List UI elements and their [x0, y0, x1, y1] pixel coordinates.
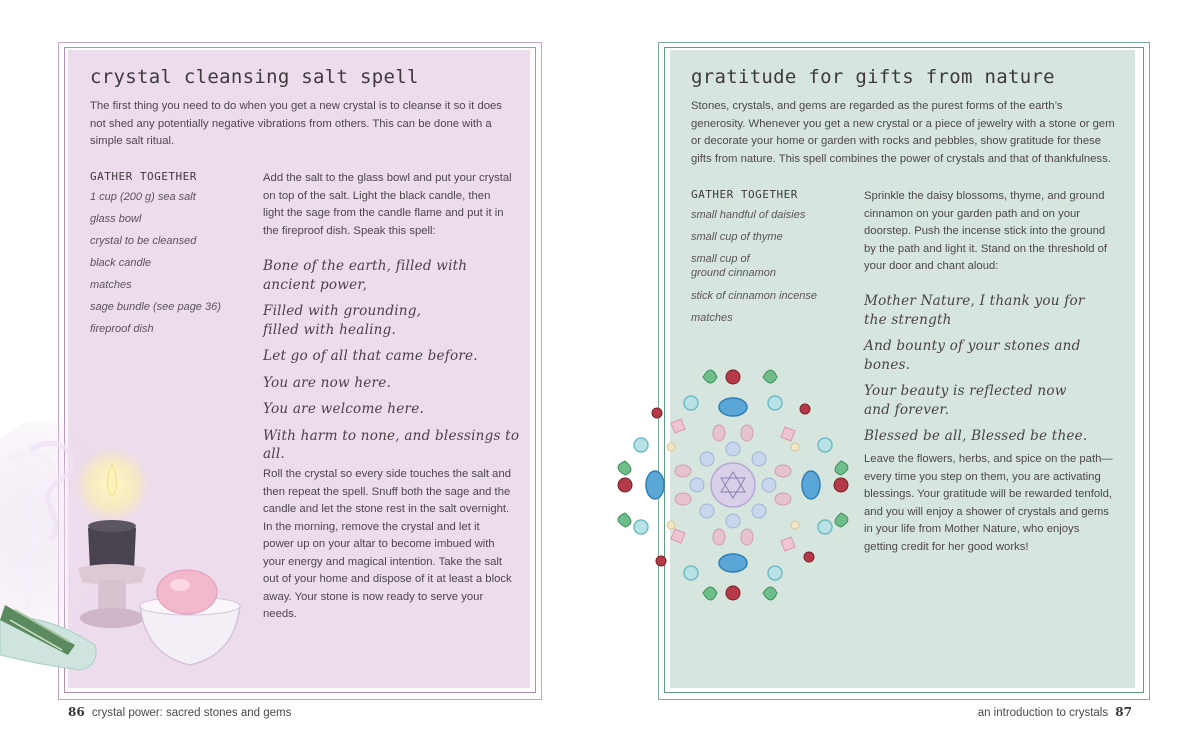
gather-item: small cup of ground cinnamon	[691, 253, 777, 279]
verse-line: Bone of the earth, filled with	[263, 258, 468, 274]
right-page	[600, 0, 1200, 741]
left-instructions-1: Add the salt to the glass bowl and put your crystal on top of the salt. Light the black candle, then light the sage from the candle flame and put it in the fireproof dish. Speak this spell:	[263, 172, 512, 237]
verse-line: Let go of all that came before.	[263, 348, 478, 364]
right-page-title: gratitude for gifts from nature	[691, 66, 1055, 88]
running-footer-text: an introduction to crystals	[977, 707, 1109, 719]
verse-line: With harm to none, and blessings to all.	[263, 427, 520, 462]
verse-line: and forever.	[864, 401, 950, 418]
verse-line: You are now here.	[263, 374, 391, 391]
verse-line: the strength	[864, 311, 952, 328]
candle-holder-icon	[80, 608, 144, 628]
verse-line: Filled with grounding,	[263, 303, 422, 319]
gather-item: black candle	[90, 257, 152, 269]
right-intro-text: Stones, crystals, and gems are regarded as the purest forms of the earth’s generosity. Whenever you get a new crystal or a piece of jewelry with a stone or gem or decorate your home or garden with rocks and pebbles, show gratitude for these gifts from nature. This spell combines the power of crystals and that of thankfulness.	[691, 100, 1115, 165]
gather-item: matches	[90, 279, 132, 291]
verse-line: Blessed be all, Blessed be thee.	[864, 428, 1088, 444]
right-gather-heading: GATHER TOGETHER	[691, 188, 798, 201]
left-gather-list	[90, 190, 255, 344]
running-footer-text: crystal power: sacred stones and gems	[91, 707, 292, 719]
left-gather-heading: GATHER TOGETHER	[90, 170, 197, 183]
left-intro-text: The first thing you need to do when you get a new crystal is to cleanse it so it does not shed any potentially negative vibrations from others. This can be done with a simple salt ritual.	[90, 100, 502, 147]
verse-line: filled with healing.	[263, 321, 397, 338]
page-number: 86	[68, 705, 85, 719]
center-crystal-icon	[711, 463, 755, 507]
left-page-title: crystal cleansing salt spell	[90, 66, 419, 88]
gather-item: matches	[691, 312, 733, 324]
gather-item: stick of cinnamon incense	[691, 290, 817, 302]
page-number: 87	[1115, 705, 1132, 719]
verse-line: Your beauty is reflected now	[864, 383, 1067, 399]
verse-line: ancient power,	[263, 276, 368, 293]
gather-item: fireproof dish	[90, 323, 154, 335]
candle-salt-bowl-illustration	[0, 420, 260, 690]
left-footer	[68, 705, 291, 719]
crystal-mandala-illustration	[610, 365, 860, 610]
verse-line: And bounty of your stones and bones.	[864, 338, 1081, 373]
left-instructions-2: Roll the crystal so every side touches the salt and then repeat the spell. Snuff both the sage and the candle and let the stone rest in the salt overnight. In the morning, remove the crystal and let it power up on your altar to become imbued with your energy and magical intention. Take the salt out of your home and dispose of it at least a block away. Your stone is now ready to serve your needs.	[263, 468, 512, 620]
right-instructions-2: Leave the flowers, herbs, and spice on the path—every time you step on them, you are activating blessings. Your gratitude will be rewarded tenfold, and you will enjoy a shower of crystals and gems in your life from Mother Nature, who enjoys getting credit for her good works!	[864, 453, 1113, 553]
right-chant-verse	[864, 292, 1124, 454]
verse-line: Mother Nature, I thank you for	[864, 293, 1085, 309]
gather-item: 1 cup (200 g) sea salt	[90, 191, 196, 203]
right-gather-list	[691, 208, 856, 333]
gather-item: crystal to be cleansed	[90, 235, 197, 247]
gather-item: small cup of thyme	[691, 231, 783, 243]
gather-item: small handful of daisies	[691, 209, 806, 221]
gather-item: sage bundle (see page 36)	[90, 301, 221, 313]
gather-item: glass bowl	[90, 213, 142, 225]
verse-line: You are welcome here.	[263, 401, 424, 417]
pink-crystal-icon	[157, 570, 217, 614]
right-footer	[978, 705, 1132, 719]
right-instructions-1: Sprinkle the daisy blossoms, thyme, and ground cinnamon on your garden path and on your doorstep. Push the incense stick into the ground by the path and light it. Stand on the threshold of your door and chant aloud:	[864, 190, 1108, 272]
left-spell-verse	[263, 257, 523, 472]
